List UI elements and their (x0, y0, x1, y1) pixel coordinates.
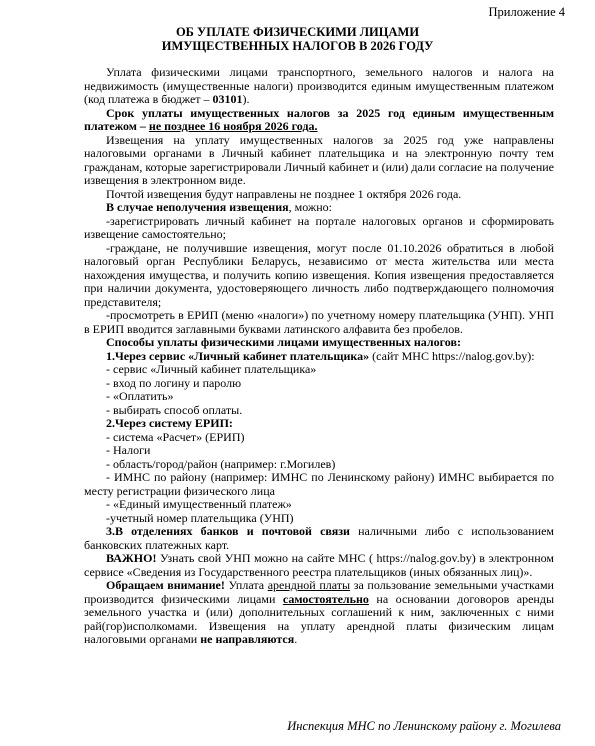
intro-end: ). (242, 92, 250, 106)
deadline-paragraph (84, 107, 554, 134)
not-sent-term: не направляются (200, 632, 295, 646)
method-1-title: 1.Через сервис «Личный кабинет плательщика» (106, 348, 370, 363)
method-1-step: - сервис «Личный кабинет плательщика» (106, 362, 317, 376)
deadline-date: не позднее 16 ноября 2026 года. (148, 119, 318, 133)
attention-text: . (294, 632, 298, 646)
attention-text: на основании договоров аренды земельного участка и (или) дополнительных соглашений к ним, заключенных с ними рай(гор)исполкомами. Извещения на уплату арендной платы физическим лицам налоговыми органами (84, 591, 555, 646)
method-1-step: - вход по логину и паролю (106, 375, 242, 390)
important-text: Узнать свой УНП можно на сайте МНС ( https://nalog.gov.by) в электронном сервисе «Сведения из Государственного реестра плательщиков (иных обязанных лиц)». (84, 551, 554, 579)
method-2-step: - Налоги (106, 443, 151, 457)
no-notice-item-1: -зарегистрировать личный кабинет на портале налоговых органов и сформировать извещение самостоятельно; (84, 213, 554, 241)
footer-signature: Инспекция МНС по Ленинскому району г. Могилева (287, 719, 561, 733)
independently-term: самостоятельно (282, 591, 369, 606)
method-2-step: - ИМНС по району (например: ИМНС по Ленинскому району) ИМНС выбирается по месту регистрации физического лица (84, 470, 554, 498)
method-2-step: - «Единый имущественный платеж» (106, 497, 292, 511)
important-paragraph (84, 552, 554, 579)
method-2-title: 2.Через систему ЕРИП: (106, 416, 233, 430)
method-1-step: - «Оплатить» (106, 389, 174, 403)
no-notice-rest: , можно: (288, 200, 332, 214)
no-notice-lead: В случае неполучения извещения (106, 200, 289, 214)
method-2-step: - область/город/район (например: г.Могилев) (106, 456, 336, 471)
appendix-label: Приложение 4 (488, 5, 565, 19)
method-3-title: 3.В отделениях банков и почтовой связи (106, 524, 350, 538)
title-line-2: ИМУЩЕСТВЕННЫХ НАЛОГОВ В 2026 ГОДУ (161, 39, 434, 53)
attention-paragraph (84, 579, 554, 647)
attention-text: за пользование земельными участками производится физическими лицами (84, 578, 554, 606)
rent-payment-term: арендной платы (267, 578, 351, 592)
title-line-1: ОБ УПЛАТЕ ФИЗИЧЕСКИМИ ЛИЦАМИ (175, 25, 420, 39)
no-notice-item-2: -граждане, не получившие извещения, могут после 01.10.2026 обратиться в любой налоговый орган Республики Беларусь, независимо от места жительства или места нахождения имущества, и получить копию извещения. Копия извещения предоставляется при наличии документа, удостоверяющего личность либо подтверждающего полномочия представителя; (84, 240, 554, 309)
intro-text: Уплата физическими лицами транспортного, земельного налогов и налога на недвижимость (имущественные налоги) производится единым имущественным платежом (код платежа в бюджет – (84, 65, 554, 106)
document-body (84, 66, 554, 647)
attention-text: Уплата (224, 578, 268, 592)
intro-paragraph (84, 66, 554, 107)
attention-label: Обращаем внимание! (106, 578, 225, 592)
document-title (0, 25, 595, 53)
method-2-step: -учетный номер плательщика (УНП) (106, 510, 294, 525)
deadline-lead: Срок уплаты имущественных налогов за 2025 год единым имущественным платежом – (84, 105, 554, 133)
method-1-rest: (сайт МНС https://nalog.gov.by): (369, 348, 535, 363)
no-notice-item-3: -просмотреть в ЕРИП (меню «налоги») по учетному номеру плательщика (УНП). УНП в ЕРИП вводится заглавными буквами латинского алфавита без пробелов. (84, 308, 554, 336)
no-notice-paragraph (84, 201, 554, 215)
method-2-step: - система «Расчет» (ЕРИП) (106, 429, 245, 444)
notices-paragraph: Извещения на уплату имущественных налогов за 2025 год уже направлены налоговыми органами в Личный кабинет плательщика и на электронную почту тем гражданам, которые зарегистрировали Личный кабинет и (или) дали согласие на получение извещения в электронном виде. (84, 132, 554, 187)
method-3 (84, 525, 554, 552)
mail-notice-paragraph: Почтой извещения будут направлены не позднее 1 октября 2026 года. (106, 186, 462, 201)
method-1-step: - выбирать способ оплаты. (106, 402, 243, 417)
methods-heading: Способы уплаты физическими лицами имущественных налогов: (106, 335, 461, 349)
important-label: ВАЖНО! (106, 551, 157, 565)
payment-code: 03101 (212, 92, 243, 106)
method-1 (84, 350, 554, 364)
method-3-rest: наличными либо с использованием банковских платежных карт. (84, 524, 554, 552)
